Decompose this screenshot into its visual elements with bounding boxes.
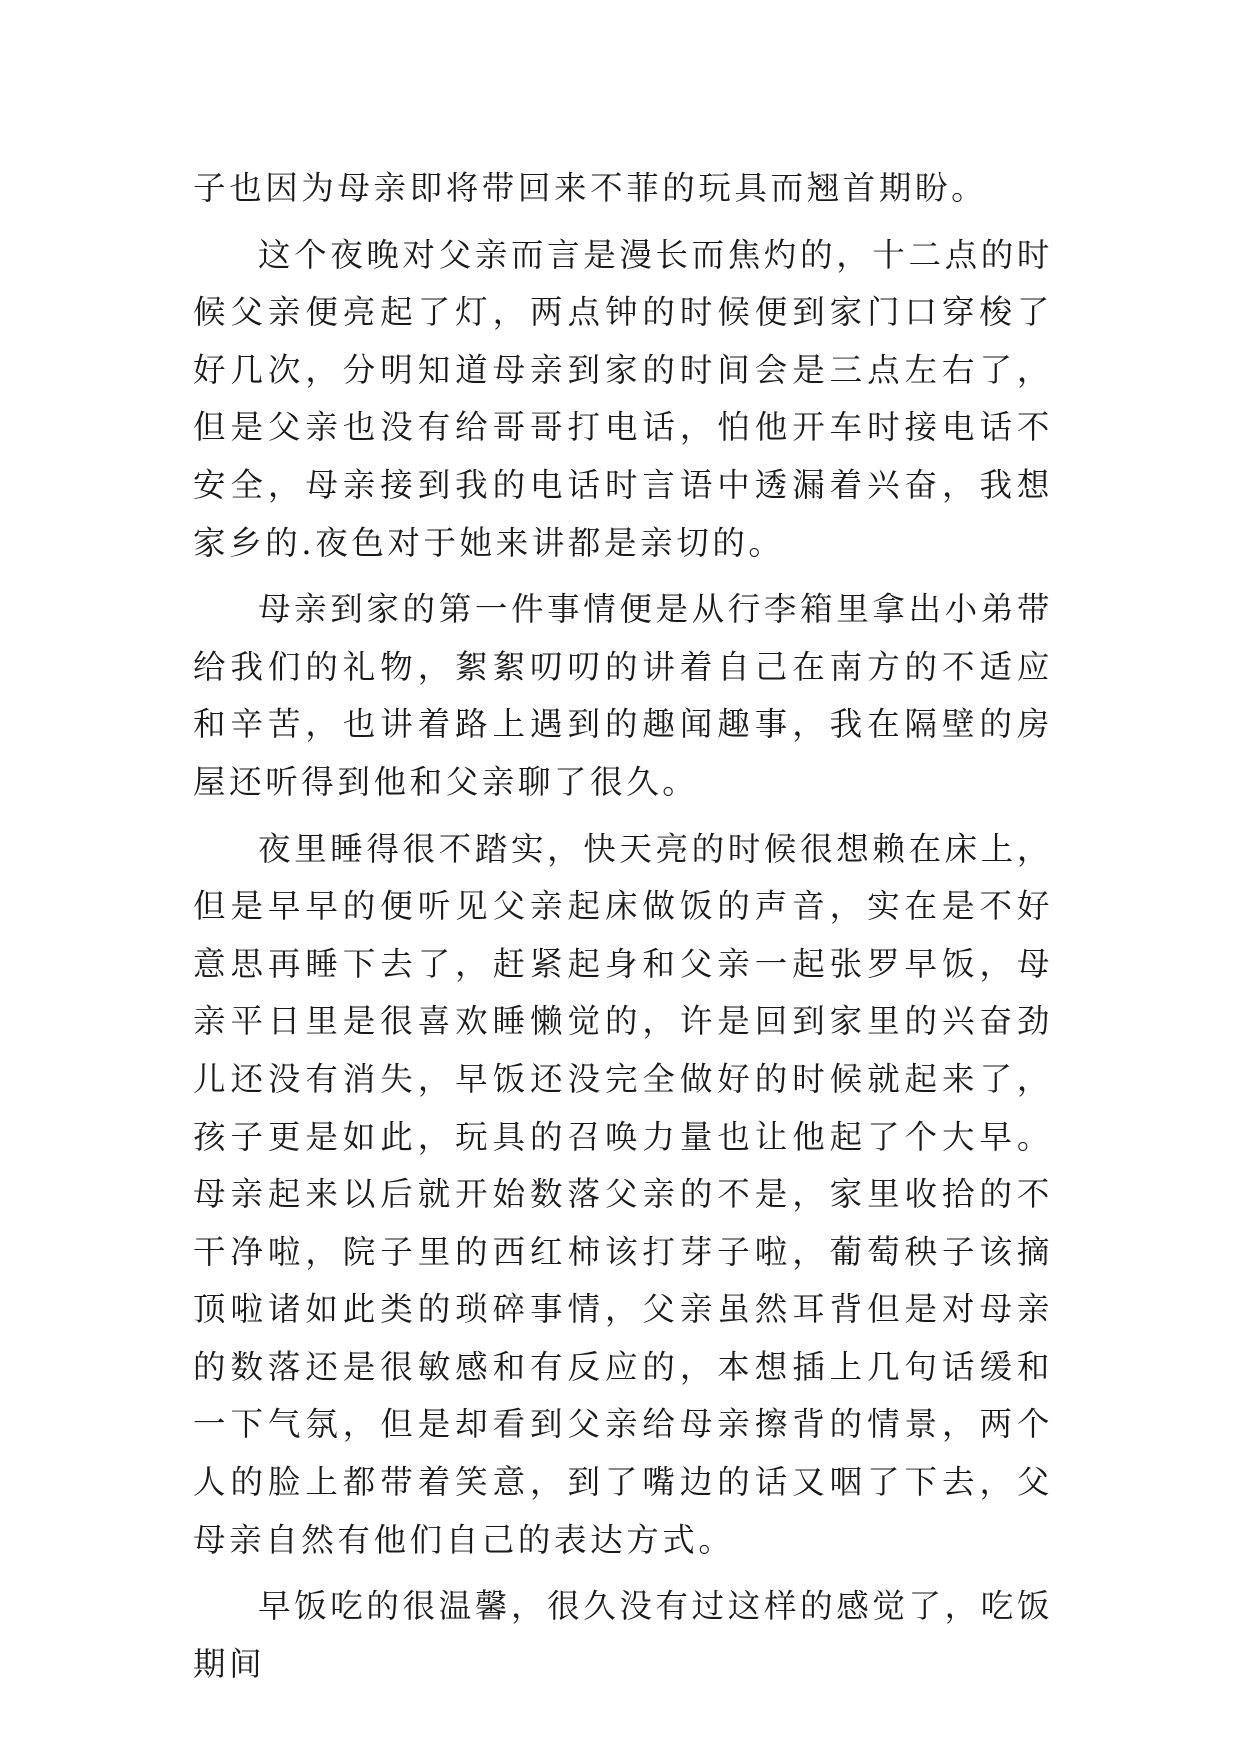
paragraph-1: 子也因为母亲即将带回来不菲的玩具而翘首期盼。	[193, 169, 988, 207]
document-body	[193, 160, 1053, 1702]
paragraph-3: 母亲到家的第一件事情便是从行李箱里拿出小弟带给我们的礼物，絮絮叨叨的讲着自己在南方的不适应和辛苦，也讲着路上遇到的趣闻趣事，我在隔壁的房屋还听得到他和父亲聊了很久。	[193, 590, 1053, 801]
paragraph-5: 早饭吃的很温馨，很久没有过这样的感觉了，吃饭期间	[193, 1587, 1053, 1683]
paragraph-2: 这个夜晚对父亲而言是漫长而焦灼的，十二点的时候父亲便亮起了灯，两点钟的时候便到家门口穿梭了好几次，分明知道母亲到家的时间会是三点左右了，但是父亲也没有给哥哥打电话，怕他开车时接电话不安全，母亲接到我的电话时言语中透漏着兴奋，我想家乡的.夜色对于她来讲都是亲切的。	[193, 235, 1053, 562]
paragraph-4: 夜里睡得很不踏实，快天亮的时候很想赖在床上，但是早早的便听见父亲起床做饭的声音，实在是不好意思再睡下去了，赶紧起身和父亲一起张罗早饭，母亲平日里是很喜欢睡懒觉的，许是回到家里的兴奋劲儿还没有消失，早饭还没完全做好的时候就起来了，孩子更是如此，玩具的召唤力量也让他起了个大早。母亲起来以后就开始数落父亲的不是，家里收拾的不干净啦，院子里的西红柿该打芽子啦，葡萄秧子该摘顶啦诸如此类的琐碎事情，父亲虽然耳背但是对母亲的数落还是很敏感和有反应的，本想插上几句话缓和一下气氛，但是却看到父亲给母亲擦背的情景，两个人的脸上都带着笑意，到了嘴边的话又咽了下去，父母亲自然有他们自己的表达方式。	[193, 829, 1053, 1559]
